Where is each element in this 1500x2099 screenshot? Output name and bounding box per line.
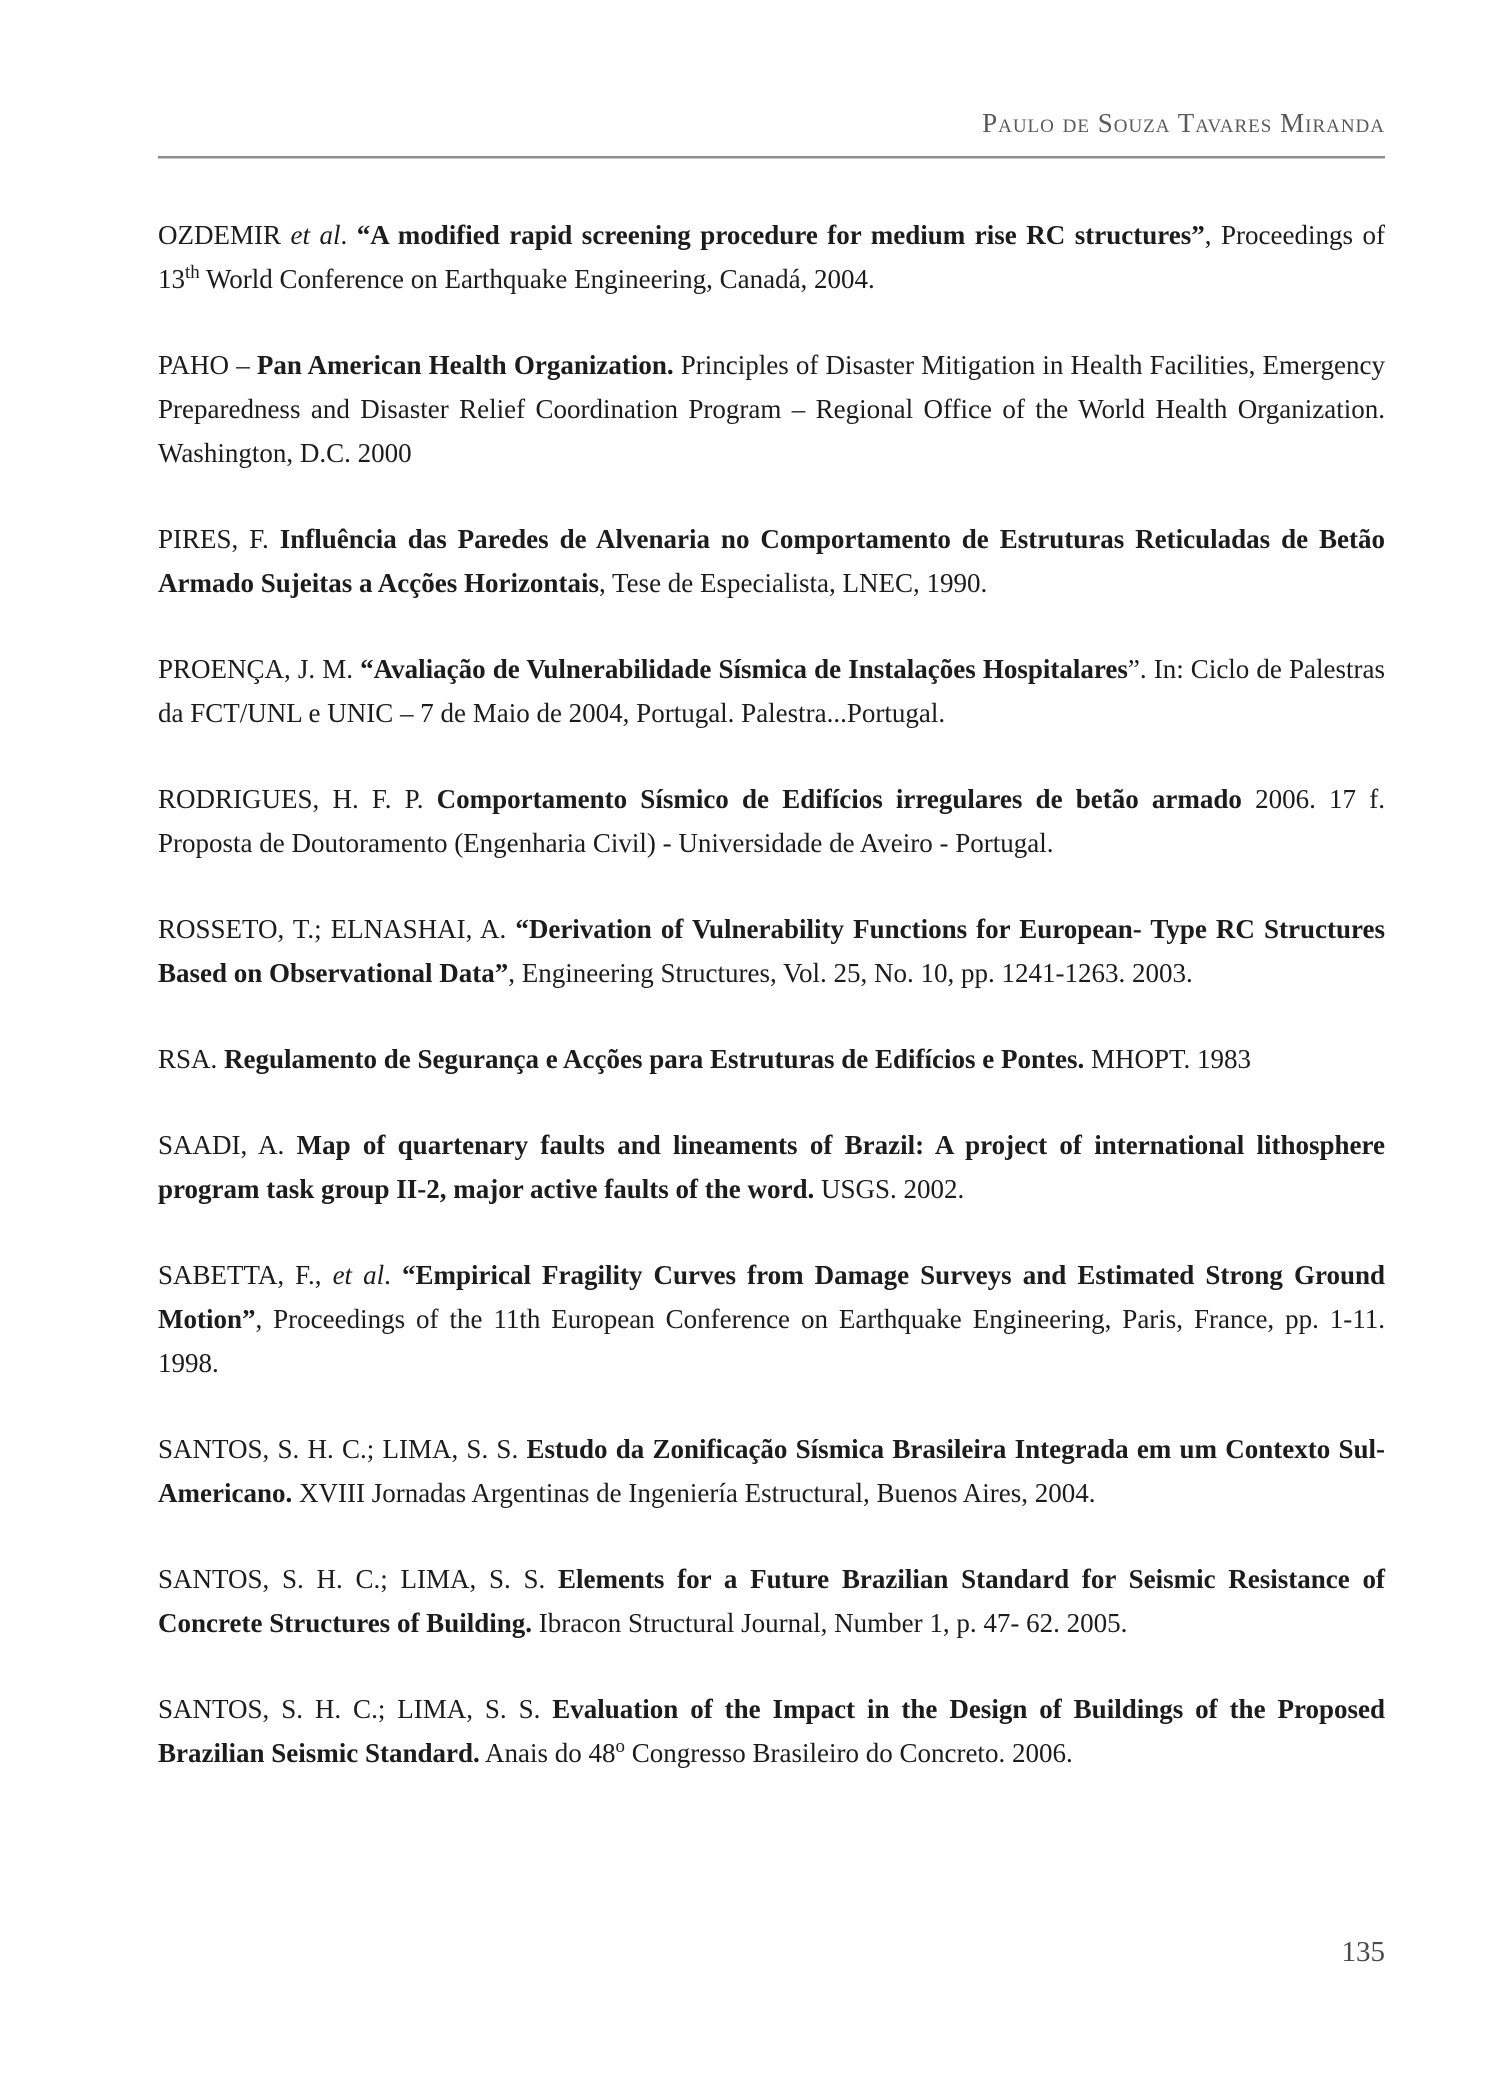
reference-text-segment: SABETTA, F., — [158, 1260, 333, 1290]
reference-text-segment: ROSSETO, T.; ELNASHAI, A. — [158, 914, 516, 944]
reference-entry — [158, 213, 1385, 301]
reference-text-segment: Map of quartenary faults and lineaments of Brazil: A project of international lithosphere program task group II-2, major active faults of the word. — [158, 1130, 1386, 1204]
reference-text-segment: Estudo da Zonificação Sísmica Brasileira Integrada em um Contexto Sul-Americano. — [158, 1434, 1385, 1508]
reference-text-segment: , Proceedings of 13 — [158, 220, 1385, 294]
reference-text-segment: Comportamento Sísmico de Edifícios irregulares de betão armado — [436, 784, 1242, 814]
reference-text-segment: USGS. 2002. — [814, 1174, 965, 1204]
reference-text-segment: Influência das Paredes de Alvenaria no Comportamento de Estruturas Reticuladas de Betão Armado Sujeitas a Acções Horizontais — [158, 524, 1385, 598]
page-number: 135 — [1341, 1936, 1385, 1968]
reference-text-segment: , Proceedings of the 11th European Conference on Earthquake Engineering, Paris, France, pp. 1-11. 1998. — [158, 1304, 1385, 1378]
reference-text-segment: Pan American Health Organization. — [256, 350, 681, 380]
reference-text-segment: “Empirical Fragility Curves from Damage Surveys and Estimated Strong Ground Motion” — [158, 1260, 1386, 1334]
reference-text-segment: . — [384, 1260, 402, 1290]
reference-text-segment: PIRES, F. — [158, 524, 280, 554]
reference-text-segment: Regulamento de Segurança e Acções para Estruturas de Edifícios e Pontes. — [224, 1044, 1085, 1074]
reference-entry — [158, 1037, 1385, 1081]
reference-entry — [158, 1253, 1385, 1385]
reference-entry — [158, 1123, 1385, 1211]
reference-text-segment: PAHO – — [158, 350, 257, 380]
reference-entry — [158, 1687, 1385, 1775]
reference-text-segment: “A modified rapid screening procedure for medium rise RC structures” — [356, 220, 1205, 250]
reference-text-segment: th — [185, 261, 200, 283]
reference-entry — [158, 1427, 1385, 1515]
reference-text-segment: et al — [332, 1260, 385, 1290]
reference-entry — [158, 343, 1385, 475]
reference-text-segment: SANTOS, S. H. C.; LIMA, S. S. — [158, 1434, 527, 1464]
reference-text-segment: MHOPT. 1983 — [1084, 1044, 1251, 1074]
reference-text-segment: ”. In: Ciclo de Palestras da FCT/UNL e UNIC – 7 de Maio de 2004, Portugal. Palestra...Portugal. — [158, 654, 1385, 728]
reference-text-segment: , Engineering Structures, Vol. 25, No. 10, pp. 1241-1263. 2003. — [508, 958, 1193, 988]
reference-text-segment: , Tese de Especialista, LNEC, 1990. — [598, 568, 988, 598]
reference-text-segment: RSA. — [158, 1044, 225, 1074]
reference-entry — [158, 777, 1385, 865]
reference-entry — [158, 1557, 1385, 1645]
reference-text-segment: “Avaliação de Vulnerabilidade Sísmica de Instalações Hospitalares — [360, 654, 1128, 684]
reference-text-segment: RODRIGUES, H. F. P. — [158, 784, 437, 814]
reference-text-segment: SANTOS, S. H. C.; LIMA, S. S. — [158, 1564, 558, 1594]
reference-text-segment: PROENÇA, J. M. — [158, 654, 361, 684]
running-header-author: Paulo de Souza Tavares Miranda — [982, 108, 1385, 138]
reference-text-segment: et al — [290, 220, 341, 250]
reference-text-segment: Evaluation of the Impact in the Design of Buildings of the Proposed Brazilian Seismic Standard. — [158, 1694, 1385, 1768]
reference-text-segment: World Conference on Earthquake Engineering, Canadá, 2004. — [199, 264, 875, 294]
reference-text-segment: Ibracon Structural Journal, Number 1, p. 47- 62. 2005. — [532, 1608, 1128, 1638]
reference-text-segment: Anais do 48 — [479, 1738, 616, 1768]
reference-text-segment: 2006. 17 f. Proposta de Doutoramento (Engenharia Civil) - Universidade de Aveiro - Portugal. — [158, 784, 1385, 858]
reference-text-segment: Elements for a Future Brazilian Standard for Seismic Resistance of Concrete Structures of Building. — [158, 1564, 1385, 1638]
reference-entry — [158, 647, 1385, 735]
reference-text-segment: Congresso Brasileiro do Concreto. 2006. — [625, 1738, 1073, 1768]
header-rule — [158, 156, 1385, 159]
reference-text-segment: . — [340, 220, 357, 250]
reference-list — [158, 213, 1385, 1817]
reference-entry — [158, 517, 1385, 605]
reference-text-segment: SAADI, A. — [158, 1130, 297, 1160]
reference-text-segment: o — [615, 1735, 625, 1757]
reference-text-segment: “Derivation of Vulnerability Functions for European- Type RC Structures Based on Observational Data” — [158, 914, 1385, 988]
reference-text-segment: Principles of Disaster Mitigation in Health Facilities, Emergency Preparedness and Disaster Relief Coordination Program – Regional Office of the World Health Organization. Washington, D.C. 2000 — [158, 350, 1385, 468]
reference-text-segment: OZDEMIR — [158, 220, 291, 250]
reference-entry — [158, 907, 1385, 995]
reference-text-segment: SANTOS, S. H. C.; LIMA, S. S. — [158, 1694, 553, 1724]
reference-text-segment: XVIII Jornadas Argentinas de Ingeniería Estructural, Buenos Aires, 2004. — [292, 1478, 1096, 1508]
